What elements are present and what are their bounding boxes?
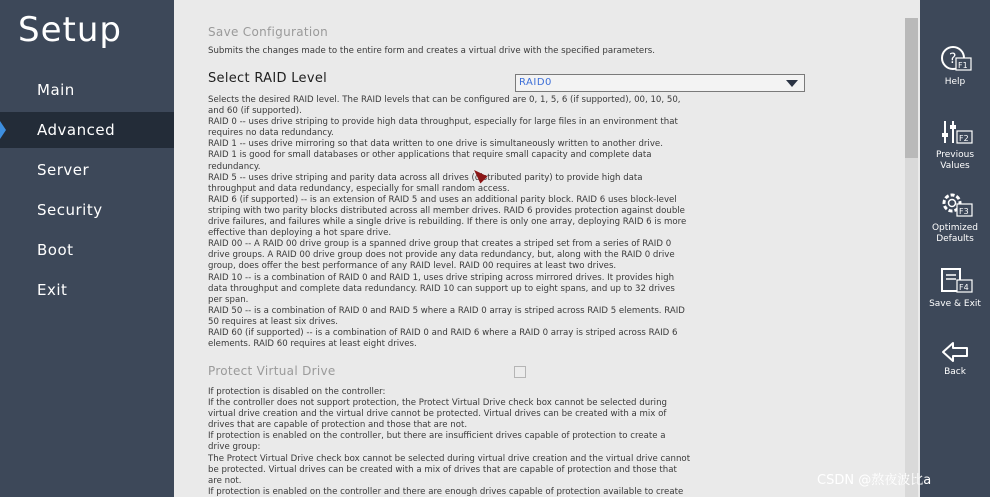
desc-line: RAID 0 -- uses drive striping to provide high data throughput, especially for large files in an environment that — [208, 117, 678, 128]
desc-line: per span. — [208, 294, 249, 305]
desc-line: 50 requires at least six drives. — [208, 316, 338, 327]
sidebar-item-label: Advanced — [37, 121, 116, 139]
desc-line: drives that are capable of protection and those that are not. — [208, 420, 468, 431]
desc-line: RAID 6 (if supported) -- is an extension of RAID 5 and uses an additional parity block. RAID 6 uses block-level — [208, 194, 677, 205]
desc-line: striping with two parity blocks distributed across all member drives. RAID 6 provides protection against double — [208, 205, 685, 216]
sidebar-item-label: Server — [37, 161, 90, 179]
desc-line: RAID 10 -- is a combination of RAID 0 and RAID 1, uses drive striping across mirrored drives. It provides high — [208, 272, 675, 283]
previous-values-label-line1: Previous — [935, 150, 975, 160]
save-configuration-desc: Submits the changes made to the entire form and creates a virtual drive with the specified parameters. — [208, 46, 655, 56]
gear-icon — [935, 190, 975, 220]
desc-line: effective than deploying a hot spare drive. — [208, 228, 392, 239]
sliders-icon — [935, 117, 975, 147]
back-arrow-icon — [935, 340, 975, 364]
f1-key-label: F1 — [958, 61, 968, 70]
protect-description — [208, 387, 690, 497]
f4-key-label: F4 — [959, 283, 969, 292]
desc-line: throughput and data redundancy, especially for small random access. — [208, 183, 510, 194]
previous-values-button[interactable] — [920, 117, 990, 172]
desc-line: are not. — [208, 475, 242, 486]
right-sidebar — [920, 0, 990, 497]
desc-line: virtual drive creation and the virtual drive cannot be protected. Virtual drives can be created with a mix of — [208, 409, 667, 420]
desc-line: drive failures, and failures while a single drive is rebuilding. If there is only one array, deploying RAID 6 is more — [208, 217, 687, 228]
desc-line: RAID 50 -- is a combination of RAID 0 and RAID 5 where a RAID 0 array is striped across RAID 5 elements. RAID — [208, 305, 685, 316]
save-exit-icon — [935, 266, 975, 296]
desc-line: drive groups. A RAID 00 drive group does not provide any data redundancy, but, along with the RAID 0 drive — [208, 250, 675, 261]
raid-level-value: RAID0 — [519, 77, 552, 88]
sidebar-item-label: Exit — [37, 281, 68, 299]
nav-menu — [0, 72, 174, 312]
sidebar-item-security[interactable] — [0, 192, 174, 228]
optimized-defaults-label-line1: Optimized — [931, 223, 979, 233]
scrollbar[interactable] — [905, 18, 918, 497]
sidebar-item-advanced[interactable] — [0, 112, 174, 148]
desc-line: be protected. Virtual drives can be created with a mix of drives that are capable of protection and those that — [208, 464, 677, 475]
optimized-defaults-button[interactable] — [920, 190, 990, 245]
desc-line: RAID 60 (if supported) -- is a combination of RAID 0 and RAID 6 where a RAID 0 array is striped across RAID 6 — [208, 327, 678, 338]
desc-line: redundancy. — [208, 161, 261, 172]
desc-line: elements. RAID 60 requires at least eight drives. — [208, 339, 417, 350]
chevron-down-icon[interactable] — [786, 80, 798, 87]
desc-line: requires no data redundancy. — [208, 128, 334, 139]
desc-line: If protection is enabled on the controller, but there are insufficient drives capable of protection to create a — [208, 431, 666, 442]
sidebar-item-server[interactable] — [0, 152, 174, 188]
back-button[interactable] — [920, 340, 990, 378]
raid-level-description — [208, 95, 686, 350]
desc-line: If the controller does not support protection, the Protect Virtual Drive check box cannot be selected during — [208, 398, 667, 409]
desc-line: data throughput and complete data redundancy. RAID 10 can support up to eight spans, and up to 32 drives — [208, 283, 675, 294]
raid-level-select[interactable] — [515, 74, 805, 92]
sidebar-item-label: Boot — [37, 241, 74, 259]
desc-line: drive group: — [208, 442, 261, 453]
sidebar-item-exit[interactable] — [0, 272, 174, 308]
help-button[interactable] — [920, 44, 990, 88]
sidebar-item-label: Security — [37, 201, 103, 219]
save-configuration-title[interactable]: Save Configuration — [208, 25, 329, 39]
f2-key-label: F2 — [959, 134, 969, 143]
main-panel — [174, 0, 920, 497]
save-exit-label: Save & Exit — [929, 299, 981, 309]
optimized-defaults-label-line2: Defaults — [936, 234, 974, 244]
back-label: Back — [944, 367, 966, 377]
desc-line: The Protect Virtual Drive check box cannot be selected during virtual drive creation and the virtual drive cannot — [208, 453, 691, 464]
desc-line: RAID 1 is good for small databases or other applications that require small capacity and complete data — [208, 150, 652, 161]
left-sidebar — [0, 0, 174, 497]
desc-line: If protection is disabled on the controller: — [208, 387, 386, 397]
desc-line: RAID 5 -- uses drive striping and parity data across all drives (distributed parity) to provide high data — [208, 172, 643, 183]
help-label: Help — [944, 77, 966, 87]
desc-line: group, does offer the best performance of any RAID level. RAID 00 requires at least two drives. — [208, 261, 617, 272]
svg-text:?: ? — [949, 51, 957, 67]
scrollbar-thumb[interactable] — [905, 18, 918, 158]
desc-line: and 60 (if supported). — [208, 106, 302, 117]
protect-virtual-drive-label: Protect Virtual Drive — [208, 364, 336, 378]
select-raid-level-label: Select RAID Level — [208, 71, 328, 86]
save-exit-button[interactable] — [920, 266, 990, 310]
sidebar-item-main[interactable] — [0, 72, 174, 108]
desc-line: If protection is enabled on the controller and there are enough drives capable of protection available to create — [208, 486, 684, 497]
desc-line: RAID 1 -- uses drive mirroring so that data written to one drive is simultaneously written to another drive. — [208, 139, 663, 150]
previous-values-label-line2: Values — [940, 161, 970, 171]
setup-title: Setup — [18, 10, 122, 50]
help-icon — [935, 44, 975, 74]
desc-line: RAID 00 -- A RAID 00 drive group is a spanned drive group that creates a striped set from a series of RAID 0 — [208, 239, 672, 250]
f3-key-label: F3 — [959, 207, 969, 216]
protect-virtual-drive-checkbox[interactable] — [514, 366, 526, 378]
sidebar-item-label: Main — [37, 81, 75, 99]
sidebar-item-boot[interactable] — [0, 232, 174, 268]
watermark: CSDN @熬夜波比a — [817, 473, 932, 488]
desc-line: Selects the desired RAID level. The RAID levels that can be configured are 0, 1, 5, 6 (if supported), 00, 10, 50, — [208, 95, 681, 105]
